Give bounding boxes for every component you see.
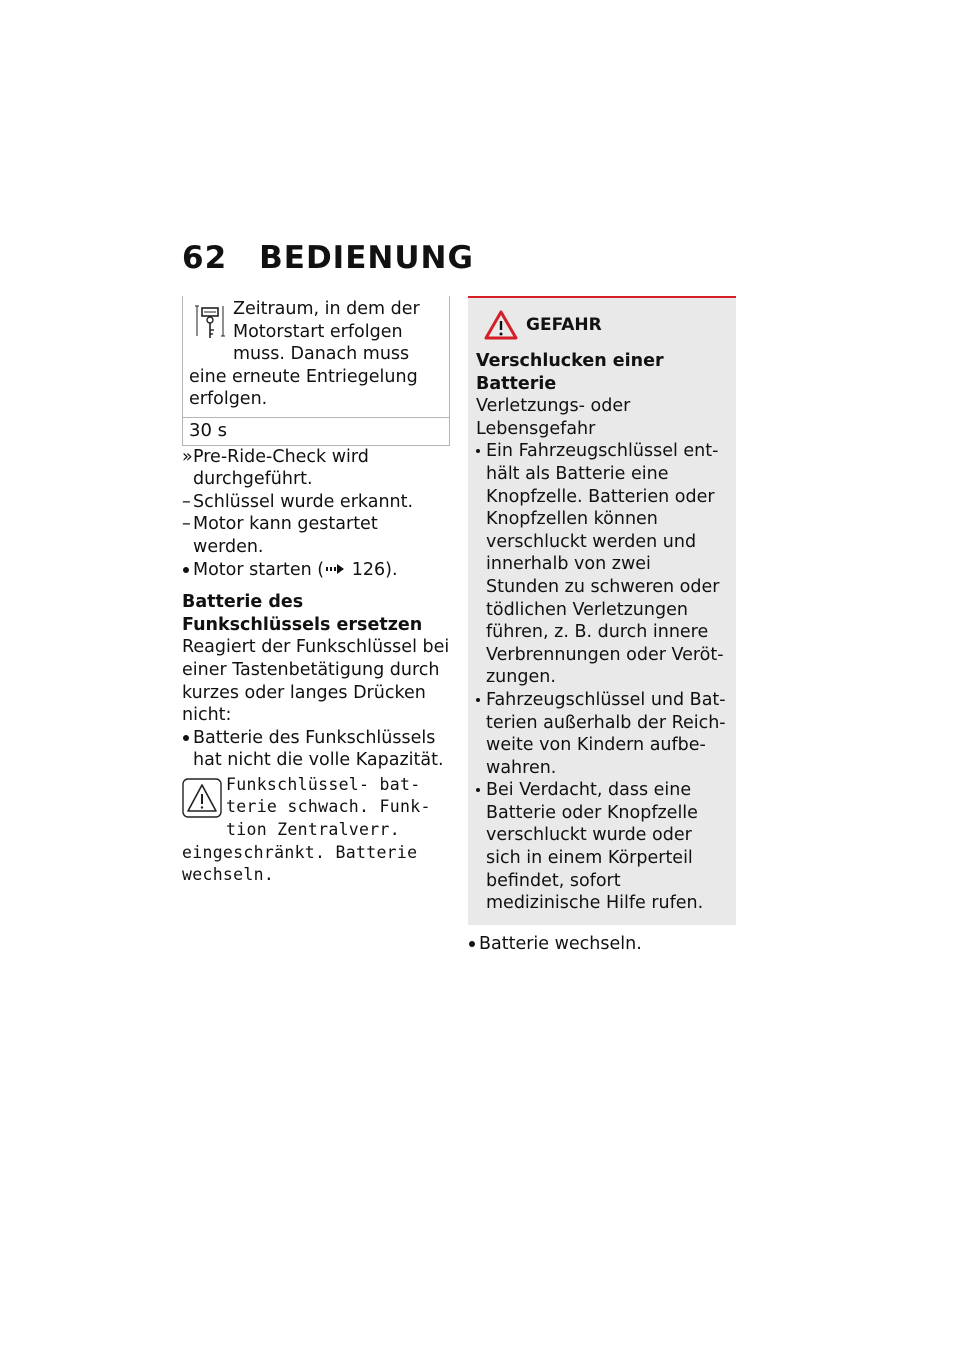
danger-item — [476, 689, 726, 779]
danger-subline: Verletzungs- oder Lebensgefahr — [476, 396, 631, 439]
section-paragraph: Reagiert der Funkschlüssel bei einer Tastenbetätigung durch kurzes oder langes Drücken nicht: — [182, 637, 450, 726]
page-reference[interactable]: 126). — [351, 559, 398, 580]
danger-headline: Verschlucken einer Batterie — [476, 351, 664, 394]
action-line — [182, 559, 450, 582]
bullet-icon — [182, 727, 193, 772]
bullet-icon — [468, 933, 479, 956]
bullet-icon — [476, 779, 486, 915]
danger-label: GEFAHR — [526, 314, 602, 335]
danger-item-text: Bei Verdacht, dass eine Batterie oder Knopfzelle verschluckt wurde oder sich in einem Körperteil befindet, sofort medizinische Hilfe rufen. — [486, 780, 704, 914]
page-number: 62 — [182, 240, 228, 276]
danger-item — [476, 440, 726, 689]
danger-item-text: Fahrzeugschlüssel und Batterien außerhalb der Reichweite von Kindern aufbewahren. — [486, 689, 726, 778]
bullet-icon — [182, 559, 193, 582]
final-action-line — [468, 933, 736, 956]
action-text: Motor starten ( — [193, 559, 325, 580]
warning-triangle-icon — [182, 778, 226, 822]
dash-line: – Schlüssel wurde erkannt. — [182, 491, 450, 514]
final-action-text: Batterie wechseln. — [479, 933, 642, 954]
right-column — [468, 296, 736, 955]
page-ref-arrow-icon — [324, 560, 346, 580]
dash-text: Schlüssel wurde erkannt. — [193, 491, 414, 512]
left-column — [182, 296, 450, 887]
timeout-value: 30 s — [183, 417, 449, 445]
dash-text: Motor kann gestartet werden. — [193, 514, 378, 557]
danger-triangle-icon — [484, 310, 518, 340]
result-text: Pre-Ride-Check wird durchgeführt. — [193, 446, 369, 490]
dash-line: – Motor kann gestartet werden. — [182, 513, 450, 558]
section-heading: Batterie des Funkschlüssels ersetzen — [182, 592, 423, 635]
bullet-icon — [476, 440, 486, 689]
page-header — [182, 240, 474, 276]
danger-item-text: Ein Fahrzeugschlüssel enthält als Batterie eine Knopfzelle. Batterien oder Knopfzellen können verschluckt werden und innerhalb von zwei Stunden zu schweren oder tödlichen Verletzungen führen, z. B. durch innere Verbrennungen oder Verötzungen. — [486, 441, 724, 688]
danger-item — [476, 779, 726, 915]
danger-box — [468, 296, 736, 925]
display-message-text: Funkschlüssel- batterie schwach. Funktion Zentralverr. eingeschränkt. Batterie wechseln. — [182, 774, 431, 885]
display-message — [182, 774, 450, 887]
bullet-icon — [476, 689, 486, 779]
chapter-title: BEDIENUNG — [259, 240, 474, 276]
result-marker: » — [182, 446, 193, 467]
bullet-item — [182, 727, 450, 772]
timeout-description: Zeitraum, in dem der Motorstart erfolgen muss. Danach muss eine erneute Entriegelung erfolgen. — [189, 299, 420, 410]
timeout-info-box — [182, 296, 450, 446]
bullet-text: Batterie des Funkschlüssels hat nicht die volle Kapazität. — [193, 727, 444, 771]
result-line — [182, 446, 450, 491]
key-fob-icon — [189, 298, 233, 344]
danger-title — [476, 310, 726, 340]
